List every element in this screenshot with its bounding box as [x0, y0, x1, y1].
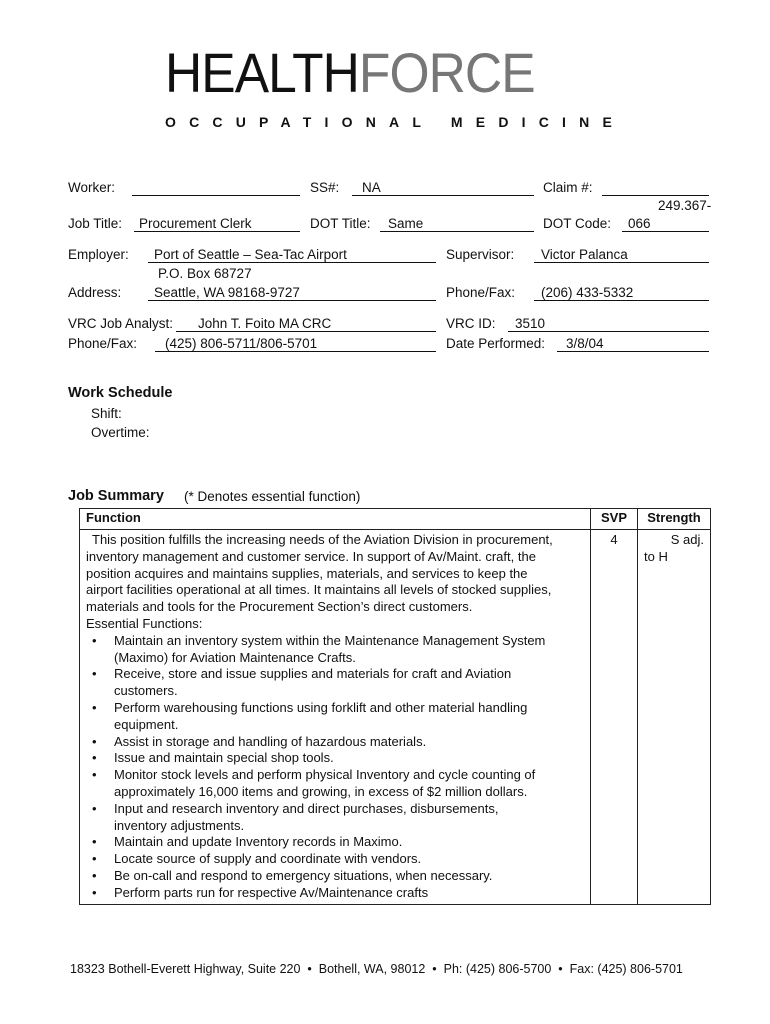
work-schedule-title: Work Schedule	[68, 385, 173, 401]
date-performed-value: 3/8/04	[566, 336, 604, 351]
claim-label: Claim #:	[543, 180, 593, 195]
phone-fax-label: Phone/Fax:	[446, 285, 516, 300]
dot-code-underline	[622, 231, 709, 232]
supervisor-underline	[534, 262, 709, 263]
dot-code-line1: 249.367-	[658, 198, 712, 213]
address-label: Address:	[68, 285, 122, 300]
essential-function-item: • Receive, store and issue supplies and materials for craft and Aviation customers.	[114, 666, 554, 700]
essential-function-item: • Monitor stock levels and perform physical Inventory and cycle counting of approximately 16,000 items and growing, in excess of $2 million dollars.	[114, 767, 554, 801]
analyst-phone-underline	[155, 351, 436, 352]
dot-code-label: DOT Code:	[543, 216, 612, 231]
address-underline	[148, 300, 436, 301]
employer-underline	[148, 262, 436, 263]
function-column-header: Function	[80, 509, 591, 530]
essential-function-item: • Maintain and update Inventory records in Maximo.	[114, 834, 554, 851]
address-line1: P.O. Box 68727	[158, 266, 252, 281]
job-summary-title: Job Summary	[68, 488, 164, 504]
job-summary-note: (* Denotes essential function)	[184, 489, 361, 504]
vrc-analyst-value: John T. Foito MA CRC	[198, 316, 332, 331]
job-title-label: Job Title:	[68, 216, 123, 231]
dot-code-line2: 066	[628, 216, 651, 231]
logo-force: FORCE	[358, 41, 535, 104]
date-performed-underline	[557, 351, 709, 352]
footer-fax: Fax: (425) 806-5701	[569, 962, 683, 976]
employer-label: Employer:	[68, 247, 129, 262]
essential-function-item: • Issue and maintain special shop tools.	[114, 750, 554, 767]
healthforce-logo	[165, 42, 535, 104]
vrc-analyst-underline	[176, 331, 436, 332]
footer	[70, 962, 683, 976]
vrc-analyst-label: VRC Job Analyst:	[68, 316, 174, 331]
ss-underline	[352, 195, 534, 196]
strength-line2: to H	[644, 548, 668, 564]
function-intro: This position fulfills the increasing needs of the Aviation Division in procurement, inventory management and customer service. In support of Av/Maint. craft, the position acquires and maintains supplies, materials, and services to keep the airport facilities operational at all times. It maintains all levels of stocked supplies, materials and tools for the Procurement Section’s direct customers.	[86, 532, 553, 615]
svp-column-header: SVP	[591, 509, 638, 530]
date-performed-label: Date Performed:	[446, 336, 546, 351]
job-title-underline	[134, 231, 300, 232]
supervisor-label: Supervisor:	[446, 247, 515, 262]
job-title-value: Procurement Clerk	[139, 216, 252, 231]
vrc-id-value: 3510	[515, 316, 546, 331]
phone-fax-value: (206) 433-5332	[541, 285, 634, 300]
essential-functions-list	[86, 633, 584, 902]
logo-subtitle: OCCUPATIONAL MEDICINE	[165, 114, 625, 130]
vrc-id-label: VRC ID:	[446, 316, 496, 331]
svp-value: 4	[591, 530, 638, 905]
shift-label: Shift:	[91, 406, 122, 421]
supervisor-value: Victor Palanca	[541, 247, 628, 262]
strength-line1: S adj.	[670, 532, 704, 547]
function-cell	[80, 530, 591, 905]
analyst-phone-label: Phone/Fax:	[68, 336, 138, 351]
vrc-id-underline	[508, 331, 709, 332]
dot-title-label: DOT Title:	[310, 216, 371, 231]
footer-address: 18323 Bothell-Everett Highway, Suite 220	[70, 962, 301, 976]
claim-underline	[602, 195, 709, 196]
worker-underline	[132, 195, 300, 196]
essential-function-item: • Maintain an inventory system within the Maintenance Management System (Maximo) for Aviation Maintenance Crafts.	[114, 633, 554, 667]
strength-column-header: Strength	[638, 509, 711, 530]
essential-function-item: • Locate source of supply and coordinate with vendors.	[114, 851, 554, 868]
strength-cell	[638, 530, 711, 905]
footer-phone: Ph: (425) 806-5700	[443, 962, 552, 976]
employer-value: Port of Seattle – Sea-Tac Airport	[154, 247, 347, 262]
table-row	[80, 530, 711, 905]
ss-value: NA	[362, 180, 381, 195]
overtime-label: Overtime:	[91, 425, 150, 440]
essential-function-item: • Assist in storage and handling of hazardous materials.	[114, 734, 554, 751]
worker-label: Worker:	[68, 180, 116, 195]
job-summary-table	[79, 508, 711, 905]
essential-function-item: • Input and research inventory and direct purchases, disbursements, inventory adjustments.	[114, 801, 554, 835]
essential-functions-label: Essential Functions:	[86, 615, 203, 631]
essential-function-item: • Be on-call and respond to emergency situations, when necessary.	[114, 868, 554, 885]
footer-separator: •	[307, 962, 312, 976]
logo-health: HEALTH	[165, 41, 359, 104]
footer-separator: •	[558, 962, 563, 976]
dot-title-value: Same	[388, 216, 424, 231]
phone-fax-underline	[534, 300, 709, 301]
essential-function-item: • Perform parts run for respective Av/Maintenance crafts	[114, 885, 554, 902]
footer-separator: •	[432, 962, 437, 976]
ss-label: SS#:	[310, 180, 340, 195]
essential-function-item: • Perform warehousing functions using forklift and other material handling equipment.	[114, 700, 554, 734]
address-line2: Seattle, WA 98168-9727	[154, 285, 300, 300]
table-header-row	[80, 509, 711, 530]
analyst-phone-value: (425) 806-5711/806-5701	[165, 336, 318, 351]
dot-title-underline	[380, 231, 534, 232]
footer-city: Bothell, WA, 98012	[318, 962, 426, 976]
